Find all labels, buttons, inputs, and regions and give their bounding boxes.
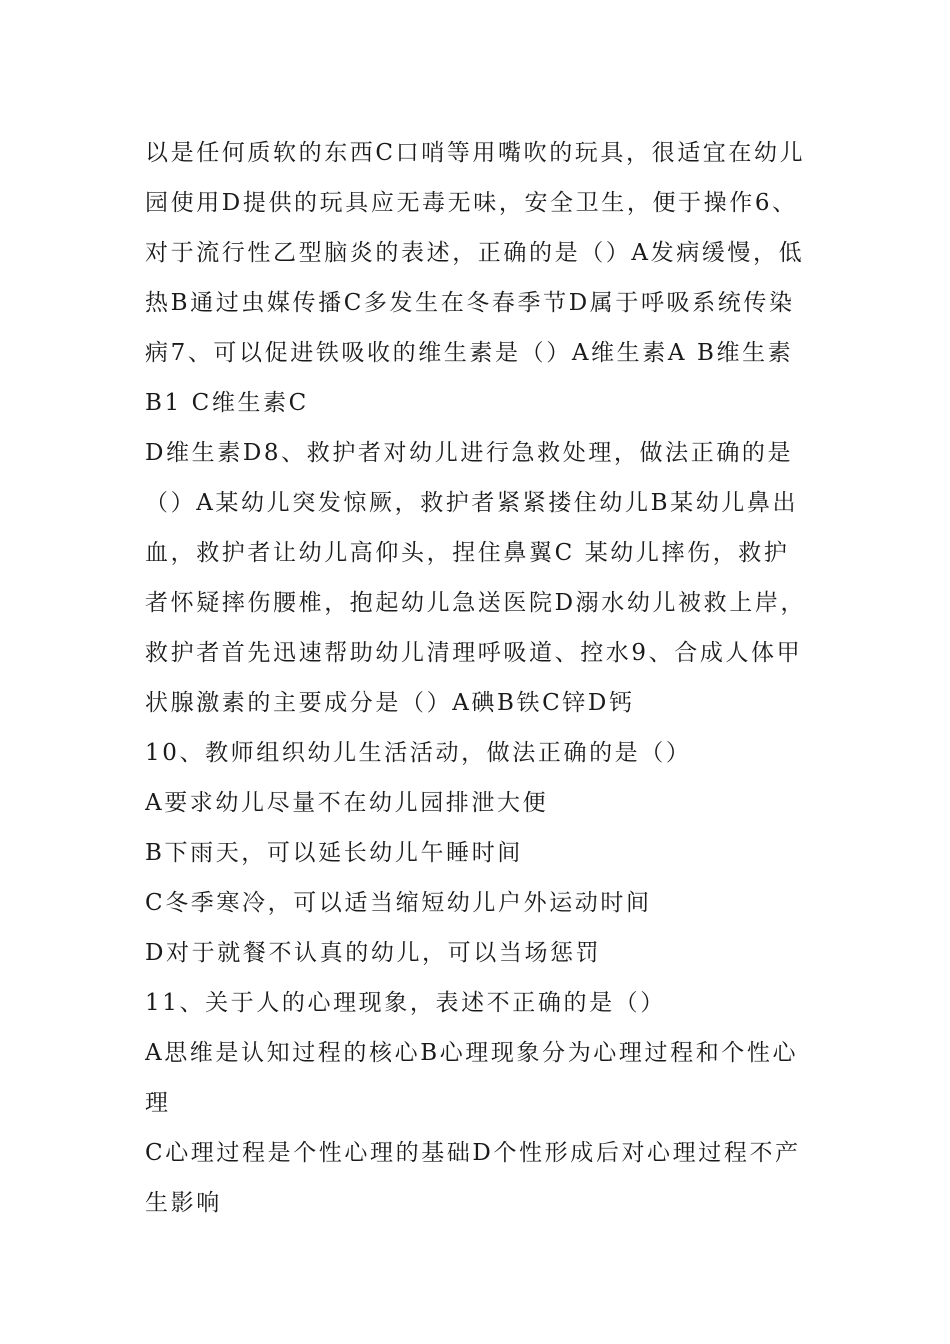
question-10-option-a: A要求幼儿尽量不在幼儿园排泄大便 [145,790,549,816]
question-10-heading: 10、教师组织幼儿生活活动，做法正确的是（） [145,740,692,766]
document-body [145,128,810,1228]
question-11-options-cd: C心理过程是个性心理的基础D个性形成后对心理过程不产 [145,1140,801,1166]
text-line: 病7、可以促进铁吸收的维生素是（）A维生素A B维生素 [145,340,794,366]
text-line: 对于流行性乙型脑炎的表述，正确的是（）A发病缓慢，低 [145,240,805,266]
text-line: 血，救护者让幼儿高仰头，捏住鼻翼C 某幼儿摔伤，救护 [145,540,790,566]
question-11-options-ab-cont: 理 [145,1090,171,1116]
text-line: 者怀疑摔伤腰椎，抱起幼儿急送医院D溺水幼儿被救上岸， [145,590,807,616]
question-10-option-b: B下雨天，可以延长幼儿午睡时间 [145,840,523,866]
text-line: （）A某幼儿突发惊厥，救护者紧紧搂住幼儿B某幼儿鼻出 [145,490,799,516]
text-line: B1 C维生素C [145,390,309,416]
question-10-option-d: D对于就餐不认真的幼儿，可以当场惩罚 [145,940,602,966]
text-line: 园使用D提供的玩具应无毒无味，安全卫生，便于操作6、 [145,190,798,216]
text-line: D维生素D8、救护者对幼儿进行急救处理，做法正确的是 [145,440,794,466]
question-11-options-ab: A思维是认知过程的核心B心理现象分为心理过程和个性心 [145,1040,799,1066]
question-11-options-cd-cont: 生影响 [145,1190,222,1216]
text-line: 以是任何质软的东西C口哨等用嘴吹的玩具，很适宜在幼儿 [145,140,806,166]
question-10-option-c: C冬季寒冷，可以适当缩短幼儿户外运动时间 [145,890,652,916]
text-line: 热B通过虫媒传播C多发生在冬春季节D属于呼吸系统传染 [145,290,795,316]
text-line: 救护者首先迅速帮助幼儿清理呼吸道、控水9、合成人体甲 [145,640,803,666]
question-11-heading: 11、关于人的心理现象，表述不正确的是（） [145,990,666,1016]
text-line: 状腺激素的主要成分是（）A碘B铁C锌D钙 [145,690,635,716]
